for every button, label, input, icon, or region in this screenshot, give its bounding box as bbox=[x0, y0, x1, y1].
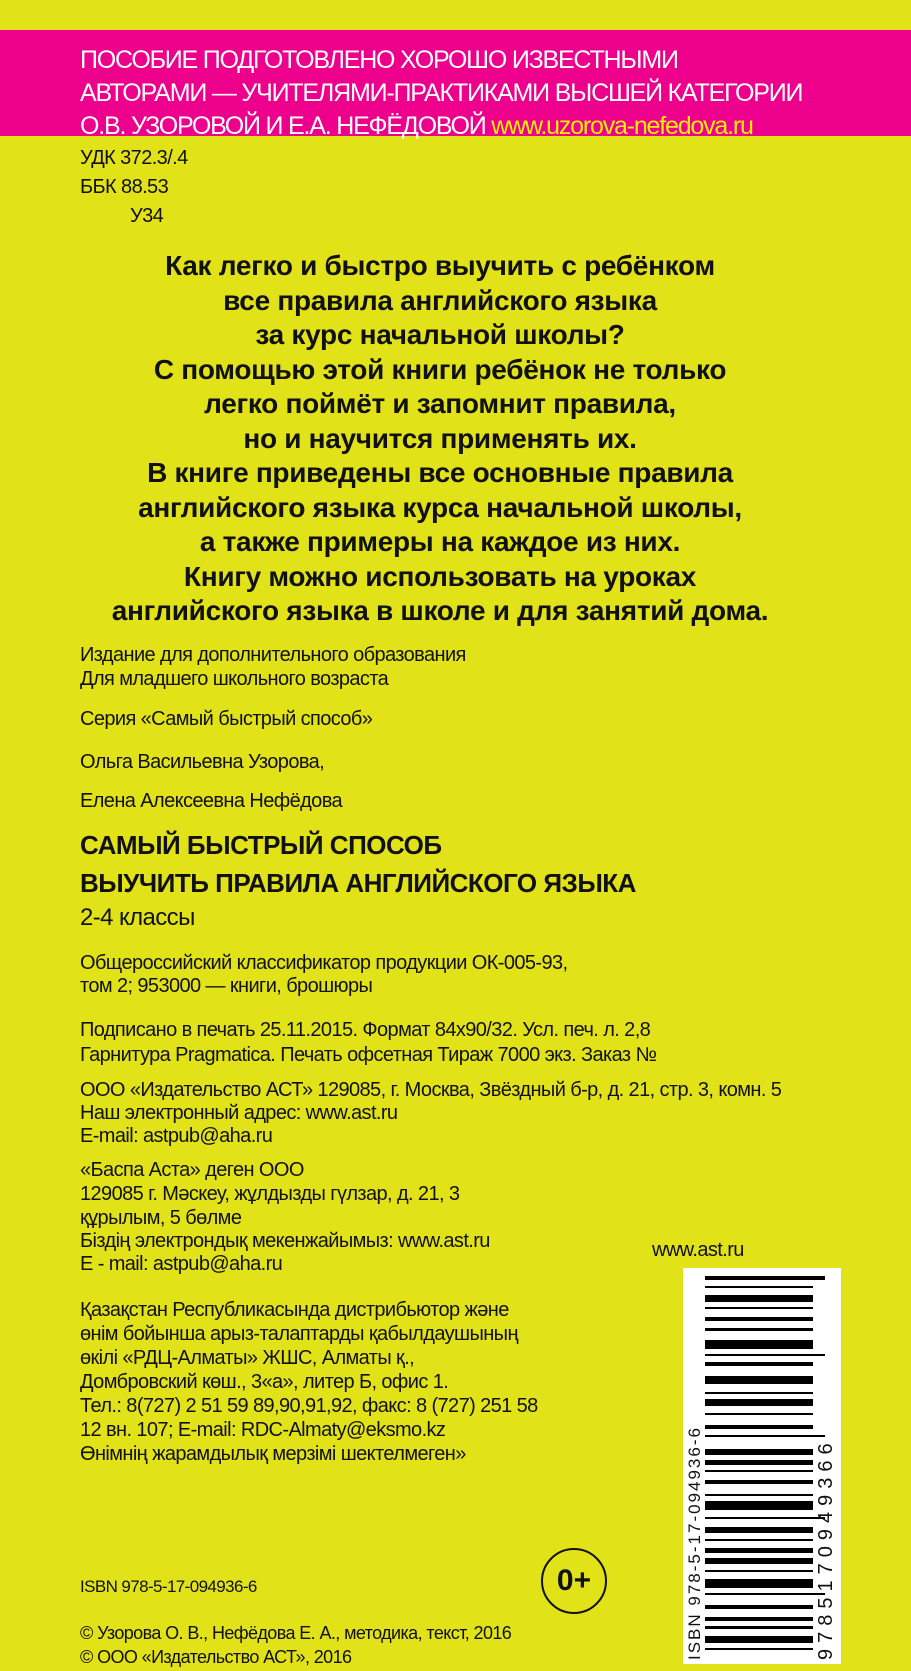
barcode-bar bbox=[705, 1579, 813, 1588]
copyright-line: © ООО «Издательство АСТ», 2016 bbox=[80, 1647, 352, 1667]
distributor-line: Домбровский көш., 3«а», литер Б, офис 1. bbox=[80, 1371, 449, 1393]
barcode-bar bbox=[705, 1376, 813, 1385]
age-rating-badge: 0+ bbox=[541, 1548, 607, 1614]
series: Серия «Самый быстрый способ» bbox=[80, 708, 373, 730]
barcode-bar bbox=[705, 1340, 813, 1349]
barcode-bar bbox=[705, 1548, 813, 1552]
print-line: Подписано в печать 25.11.2015. Формат 84x90/32. Усл. печ. л. 2,8 bbox=[80, 1019, 651, 1041]
udk: УДК 372.3/.4 bbox=[80, 147, 188, 169]
barcode-bar bbox=[705, 1307, 813, 1309]
authors-website-link[interactable]: www.uzorova-nefedova.ru bbox=[491, 112, 753, 140]
barcode-bar bbox=[705, 1480, 813, 1484]
annotation-line: за курс начальной школы? bbox=[255, 319, 625, 350]
barcode-bar bbox=[705, 1527, 813, 1534]
publisher-line: Наш электронный адрес: www.ast.ru bbox=[80, 1102, 398, 1124]
bbk: ББК 88.53 bbox=[80, 176, 169, 198]
annotation-line: а также примеры на каждое из них. bbox=[199, 526, 681, 557]
publisher-kz-line: Біздің электрондық мекенжайымыз: www.ast.ru bbox=[80, 1230, 490, 1252]
barcode-bar bbox=[705, 1362, 813, 1366]
annotation-line: В книге приведены все основные правила bbox=[147, 457, 733, 488]
edition-line: Для младшего школьного возраста bbox=[80, 668, 389, 690]
barcode-bar bbox=[705, 1286, 813, 1288]
book-title-line: САМЫЙ БЫСТРЫЙ СПОСОБ bbox=[80, 830, 442, 860]
barcode-bar bbox=[705, 1435, 825, 1437]
annotation-line: Книгу можно использовать на уроках bbox=[183, 560, 697, 592]
publisher-line: ООО «Издательство АСТ» 129085, г. Москва, Звёздный б-р, д. 21, стр. 3, комн. 5 bbox=[80, 1079, 782, 1101]
book-title-line: ВЫУЧИТЬ ПРАВИЛА АНГЛИЙСКОГО ЯЗЫКА bbox=[80, 868, 636, 898]
banner-line: О.В. УЗОРОВОЙ И Е.А. НЕФЁДОВОЙ www.uzorova-nefedova.ru bbox=[80, 112, 753, 140]
author-name: Елена Алексеевна Нефёдова bbox=[80, 790, 343, 812]
barcode-bar bbox=[705, 1626, 813, 1628]
barcode-bars bbox=[705, 1276, 825, 1656]
barcode-bar bbox=[705, 1425, 813, 1429]
annotation-line: С помощью этой книги ребёнок не только bbox=[153, 353, 727, 385]
annotation-line: легко поймёт и запомнит правила, bbox=[204, 388, 676, 419]
barcode-bar bbox=[705, 1354, 825, 1356]
barcode-bar bbox=[705, 1449, 813, 1456]
barcode-bar bbox=[705, 1648, 813, 1650]
barcode-bar bbox=[705, 1470, 813, 1472]
barcode-bar bbox=[705, 1328, 813, 1330]
publisher-kz-line: E - mail: astpub@aha.ru bbox=[80, 1253, 283, 1275]
barcode-bar bbox=[705, 1636, 813, 1643]
print-line: Гарнитура Pragmatica. Печать офсетная Тираж 7000 экз. Заказ № bbox=[80, 1044, 657, 1066]
distributor-line: өнім бойынша арыз-талаптарды қабылдаушының bbox=[80, 1323, 518, 1345]
edition-line: Издание для дополнительного образования bbox=[80, 644, 466, 666]
isbn: ISBN 978-5-17-094936-6 bbox=[80, 1577, 257, 1596]
barcode-bar bbox=[705, 1460, 813, 1464]
annotation-line: Как легко и быстро выучить с ребёнком bbox=[165, 250, 715, 281]
author-name: Ольга Васильевна Узорова, bbox=[80, 751, 325, 773]
barcode-bar bbox=[705, 1605, 813, 1609]
barcode-bar bbox=[705, 1392, 813, 1394]
barcode-bar bbox=[705, 1494, 813, 1496]
barcode-digits: 9785170949366 bbox=[815, 1437, 837, 1660]
barcode-bar bbox=[705, 1558, 813, 1565]
barcode-bar bbox=[705, 1617, 813, 1621]
annotation-line: но и научится применять их. bbox=[243, 422, 637, 454]
grades: 2-4 классы bbox=[80, 904, 195, 931]
annotation-line: английского языка курса начальной школы, bbox=[138, 491, 742, 523]
barcode-bar bbox=[705, 1295, 813, 1302]
annotation-line: английского языка в школе и для занятий дома. bbox=[111, 595, 769, 626]
top-banner bbox=[0, 30, 911, 140]
barcode-bar bbox=[705, 1570, 813, 1572]
publisher-line: E-mail: astpub@aha.ru bbox=[80, 1125, 273, 1147]
distributor-line: 12 вн. 107; E-mail: RDC-Almaty@eksmo.kz bbox=[80, 1419, 446, 1441]
barcode-isbn-text: ISBN 978-5-17-094936-6 bbox=[685, 1426, 704, 1660]
barcode-bar bbox=[705, 1501, 813, 1510]
author-mark: У34 bbox=[130, 205, 164, 227]
distributor-line: Өнімнің жарамдылық мерзімі шектелмеген» bbox=[80, 1443, 466, 1465]
okp-line: Общероссийский классификатор продукции ОК-005-93, bbox=[80, 952, 568, 974]
copyright-line: © Узорова О. В., Нефёдова Е. А., методика, текст, 2016 bbox=[80, 1623, 512, 1643]
okp-line: том 2; 953000 — книги, брошюры bbox=[80, 975, 373, 997]
distributor-line: Тел.: 8(727) 2 51 59 89,90,91,92, факс: 8 (727) 251 58 bbox=[80, 1395, 538, 1417]
barcode-bar bbox=[705, 1539, 813, 1541]
site-url: www.ast.ru bbox=[652, 1239, 744, 1261]
publisher-kz-line: 129085 г. Мәскеу, жұлдызды гүлзар, д. 21, 3 bbox=[80, 1183, 460, 1205]
annotation-line: все правила английского языка bbox=[223, 284, 657, 316]
banner-line: АВТОРАМИ — УЧИТЕЛЯМИ-ПРАКТИКАМИ ВЫСШЕЙ КАТЕГОРИИ bbox=[80, 79, 803, 107]
publisher-kz-line: «Баспа Аста» деген ООО bbox=[80, 1159, 304, 1181]
banner-line: ПОСОБИЕ ПОДГОТОВЛЕНО ХОРОШО ИЗВЕСТНЫМИ bbox=[80, 46, 678, 74]
barcode bbox=[683, 1268, 841, 1664]
barcode-bar bbox=[705, 1317, 813, 1321]
distributor-line: өкілі «РДЦ-Алматы» ЖШС, Алматы қ., bbox=[80, 1347, 415, 1369]
publisher-kz-line: құрылым, 5 бөлме bbox=[80, 1207, 242, 1229]
barcode-bar bbox=[705, 1276, 825, 1280]
distributor-line: Қазақстан Республикасында дистрибьютор және bbox=[80, 1299, 509, 1321]
barcode-bar bbox=[705, 1517, 825, 1519]
barcode-bar bbox=[705, 1399, 813, 1406]
barcode-bar bbox=[705, 1413, 813, 1415]
barcode-bar bbox=[705, 1593, 825, 1595]
